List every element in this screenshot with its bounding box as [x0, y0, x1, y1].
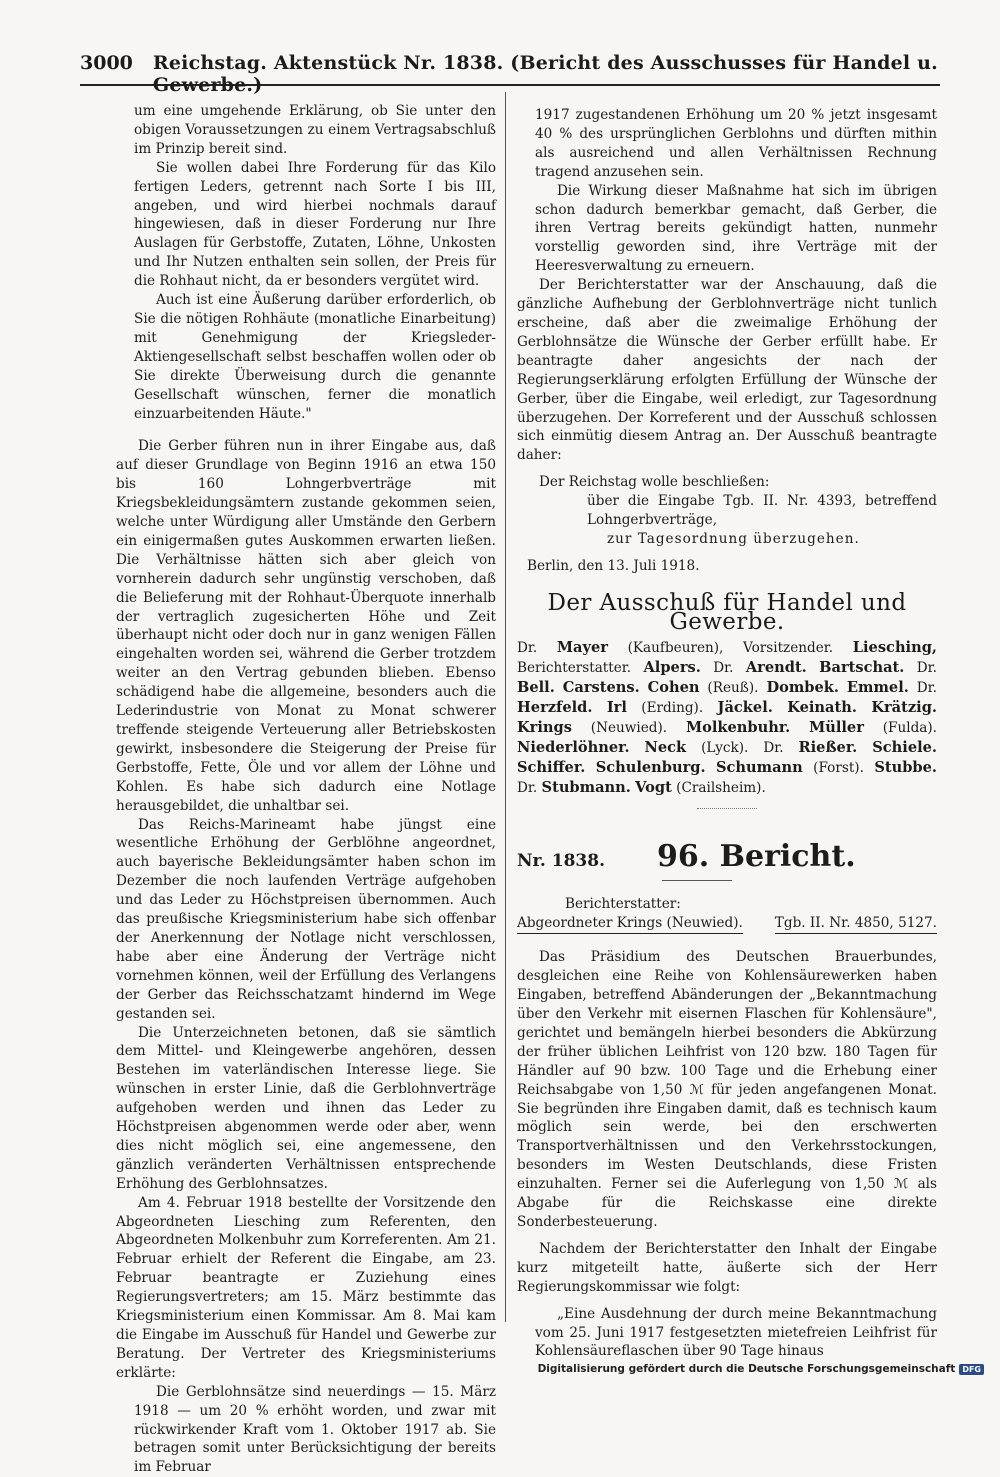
member-name: Emmel. [846, 678, 909, 696]
member-name: Bartschat. [819, 658, 905, 676]
member-name: Stubmann. [541, 778, 631, 796]
member-name: Schulenburg. [595, 758, 706, 776]
paragraph: Die Gerblohnsätze sind neuerdings — 15. März 1918 — um 20 % erhöht worden, und zwar mit rückwirkender Kraft vom 1. Oktober 1917 ab. Sie betragen somit unter Berücksichtigung der bereits im Februar [134, 1383, 496, 1476]
member-name: Irl [606, 698, 627, 716]
committee-members [517, 638, 937, 798]
paragraph: Das Reichs-Marineamt habe jüngst eine wesentliche Erhöhung der Gerblöhne angeordnet, auch bayerische Bekleidungsämter haben schon im Dezember die noch laufenden Verträge aufgehoben und das Leder zu Höchstpreisen übernommen. Auch das preußische Kriegsministerium habe sich offenbar der Anerkennung der Notlage nicht verschlossen, habe aber eine Änderung der Verträge nicht vornehmen können, weil der Erfüllung des Verlangens der Gerber das Reichsschatzamt hindernd im Wege gestanden sei. [116, 816, 496, 1022]
paragraph: um eine umgehende Erklärung, ob Sie unter den obigen Voraussetzungen zu einem Vertragsabschluß im Prinzip bereit sind. [134, 103, 496, 157]
member-name: Krings [517, 718, 572, 736]
member-text: (Neuwied). [571, 719, 686, 736]
member-text [585, 760, 595, 776]
member-name: Rießer. [798, 738, 858, 756]
member-text: (Crailsheim). [671, 779, 766, 796]
motion-line: zur Tagesordnung überzugehen. [607, 530, 860, 547]
member-text: (Fulda). [863, 719, 937, 736]
motion-intro: Der Reichstag wolle beschließen: [539, 474, 770, 491]
member-name: Arendt. [745, 658, 807, 676]
report-title: 96. Bericht. [657, 838, 856, 874]
paragraph: Der Berichterstatter war der Anschauung, daß die gänzliche Aufhebung der Gerblohnverträge nicht tunlich erscheine, daß aber die zweimalige Erhöhung der Gerblohnsätze die Wünsche der Gerber erfüllt habe. Er beantragte daher angesichts der nach der Regierungserklärung erfolgten Erfüllung der Wünsche der Gerber, über die Eingabe, weil erledigt, zur Tagesordnung überzugehen. Der Korreferent und der Ausschuß schlossen sich einmütig diesem Antrag an. Der Ausschuß beantragte daher: [517, 277, 937, 464]
page-title: Reichstag. Aktenstück Nr. 1838. (Bericht des Ausschusses für Handel u. Gewerbe.) [152, 52, 938, 96]
member-text [706, 760, 716, 776]
member-text [592, 700, 606, 716]
paragraph: Die Unterzeichneten betonen, daß sie sämtlich dem Mittel- und Kleingewerbe angehören, dessen Bestehen im vaterländischen Interesse liege. Sie wünschen in erster Linie, daß die Gerblohnverträge aufgehoben werden und ihnen das Leder zu Höchstpreisen abgenommen werde oder aber, wenn dies nicht möglich sei, eine angemessene, den gänzlich veränderten Verhältnissen entsprechende Erhöhung des Gerblohnsatzes. [116, 1024, 496, 1192]
paragraph: Auch ist eine Äußerung darüber erforderlich, ob Sie die nötigen Rohhäute (monatliche Einarbeitung) mit Genehmigung der Kriegsleder-Aktiengesellschaft selbst beschaffen wollen oder ob Sie direkte Überweisung durch die genannte Gesellschaft wünschen, ferner die monatlich einzuarbeitenden Häute." [134, 292, 496, 422]
member-text [640, 680, 648, 696]
member-name: Carstens. [562, 678, 640, 696]
committee-title: Der Ausschuß für Handel und Gewerbe. [547, 589, 907, 635]
member-name: Stubbe. [874, 758, 937, 776]
column-divider [505, 92, 506, 1322]
paragraph: Sie wollen dabei Ihre Forderung für das Kilo fertigen Leders, getrennt nach Sorte I bis III, angeben, und wird hierbei nochmals darauf hingewiesen, daß in dieser Forderung nur Ihre Auslagen für Gerbstoffe, Zutaten, Löhne, Unkosten und Ihr Nutzen enthalten sein sollen, der Preis für die Rohhaut nicht, da er besonders vergütet wird. [134, 159, 496, 290]
dfg-logo: DFG [959, 1364, 984, 1375]
member-text [630, 740, 645, 756]
member-name: Niederlöhner. [517, 738, 630, 756]
member-name: Herzfeld. [517, 698, 593, 716]
member-name: Keinath. [787, 698, 857, 716]
member-name: Jäckel. [717, 698, 773, 716]
member-name: Liesching, [852, 638, 937, 656]
member-name: Müller [809, 718, 864, 736]
member-text: Berichterstatter. [517, 659, 644, 676]
paragraph: „Eine Ausdehnung der durch meine Bekanntmachung vom 25. Juni 1917 festgesetzten mietefreien Leihfrist für Kohlensäureflaschen über 90 Tage hinaus [535, 1305, 937, 1360]
separator [662, 880, 732, 881]
member-text: Dr. [700, 659, 746, 676]
rapporteur-name: Abgeordneter Krings (Neuwied). [517, 914, 743, 934]
motion-line: über die Eingabe Tgb. II. Nr. 4393, betreffend Lohngerbverträge, [587, 493, 937, 529]
member-text [839, 680, 847, 696]
member-text: Dr. [517, 639, 557, 656]
member-name: Bell. [517, 678, 555, 696]
member-text: Dr. [904, 659, 937, 676]
paragraph: Nachdem der Berichterstatter den Inhalt der Eingabe kurz mitgeteilt hatte, äußerte sich der Herr Regierungskommissar wie folgt: [517, 1240, 937, 1295]
member-name: Schiffer. [517, 758, 586, 776]
member-text [790, 720, 809, 736]
footer [538, 1363, 984, 1375]
report-heading [517, 838, 937, 874]
member-text: (Forst). [802, 759, 875, 776]
separator [697, 808, 757, 810]
member-name: Krätzig. [871, 698, 937, 716]
member-name: Neck [644, 738, 687, 756]
member-text [555, 680, 563, 696]
paragraph: Am 4. Februar 1918 bestellte der Vorsitzende den Abgeordneten Liesching zum Referenten, den Abgeordneten Molkenbuhr zum Korreferenten. Am 21. Februar erhielt der Referent die Eingabe, am 23. Februar beantragte er Zuziehung eines Regierungsvertreters; am 15. März bestimmte das Kriegsministerium einen Kommissar. Am 8. Mai kam die Eingabe im Ausschuß für Handel und Gewerbe zur Beratung. Der Vertreter des Kriegsministeriums erklärte: [116, 1194, 496, 1381]
report-number: Nr. 1838. [517, 850, 606, 871]
left-column [116, 102, 496, 1477]
member-name: Mayer [556, 638, 608, 656]
date-line: Berlin, den 13. Juli 1918. [527, 557, 700, 574]
member-text: (Reuß). [699, 679, 767, 696]
member-name: Schiele. [872, 738, 938, 756]
page-header [80, 52, 940, 96]
rapporteur-line [517, 914, 937, 934]
footer-text: Digitalisierung gefördert durch die Deutsche Forschungsgemeinschaft [537, 1363, 956, 1375]
member-name: Schumann [716, 758, 803, 776]
page-number: 3000 [80, 52, 133, 74]
member-name: Dombek. [766, 678, 839, 696]
report-reference: Tgb. II. Nr. 4850, 5127. [775, 914, 937, 934]
paragraph: Die Gerber führen nun in ihrer Eingabe aus, daß auf dieser Grundlage von Beginn 1916 an etwa 150 bis 160 Lohngerbverträge mit Kriegsbekleidungsämtern zustande gekommen seien, welche unter Würdigung aller Umstände den Gerbern ein einigermaßen gutes Auskommen erwarten ließen. Die Verhältnisse hätten sich aber gleich von vornherein dadurch sehr ungünstig verschoben, daß die Belieferung mit der Rohhaut-Überquote innerhalb der vertraglich zugesicherten Höhe und Zeit überhaupt nicht oder doch nur in ganz wenigen Fällen eingehalten worden sei, während die Gerber trotzdem weiter an den Vertrag gebunden blieben. Ebenso schädigend habe die allgemeine, besonders auch die Lederindustrie von Monat zu Monat schwerer treffende steigende Verteuerung aller Betriebskosten gewirkt, insbesondere die Steigerung der Preise für Gerbstoffe, Fette, Öle und vor allem der Löhne und Kohlen. Es habe sich dadurch eine Notlage herausgebildet, die unhaltbar sei. [116, 438, 496, 814]
member-name: Molkenbuhr. [685, 718, 791, 736]
member-text: (Erding). [626, 699, 718, 716]
paragraph: 1917 zugestandenen Erhöhung um 20 % jetzt insgesamt 40 % des ursprünglichen Gerblohns und dürften mithin als ausreichend und allen Verhältnissen Rechnung tragend anzusehen sein. [535, 107, 937, 180]
member-name: Cohen [647, 678, 700, 696]
member-text [773, 700, 787, 716]
member-text [807, 660, 819, 676]
member-text: Dr. [517, 779, 542, 796]
member-name: Vogt [635, 778, 672, 796]
rapporteur-label: Berichterstatter: [565, 896, 681, 913]
member-text: (Kaufbeuren), Vorsitzender. [607, 639, 853, 656]
member-text: (Lyck). Dr. [686, 739, 799, 756]
member-text [857, 740, 872, 756]
member-text [857, 700, 871, 716]
paragraph: Das Präsidium des Deutschen Brauerbundes, desgleichen eine Reihe von Kohlensäurewerken haben Eingaben, betreffend Abänderungen der „Bekanntmachung über den Verkehr mit eisernen Flaschen für Kohlensäure", gerichtet und bemängeln hierbei besonders die Abkürzung der früher üblichen Leihfrist von 120 bzw. 180 Tagen für Händler auf 90 bzw. 100 Tage und die Erhebung einer Reichsabgabe von 1,50 ℳ für jeden angefangenen Monat. Sie begründen ihre Eingaben damit, daß es technisch kaum möglich sein werde, bei den erschwerten Transportverhältnissen und den Verkehrsstockungen, besonders im Westen Deutschlands, diese Fristen einzuhalten. Ferner sei die Auferlegung von 1,50 ℳ als Abgabe für die Reichskasse eine direkte Sonderbesteuerung. [517, 949, 937, 1230]
right-column [517, 106, 937, 1361]
member-name: Alpers. [643, 658, 701, 676]
member-text: Dr. [908, 679, 938, 696]
paragraph: Die Wirkung dieser Maßnahme hat sich im übrigen schon dadurch bemerkbar gemacht, daß Gerber, die ihren Vertrag bereits gekündigt hatten, nunmehr vorstellig geworden sind, ihre Verträge mit der Heeresverwaltung zu erneuern. [535, 182, 937, 275]
